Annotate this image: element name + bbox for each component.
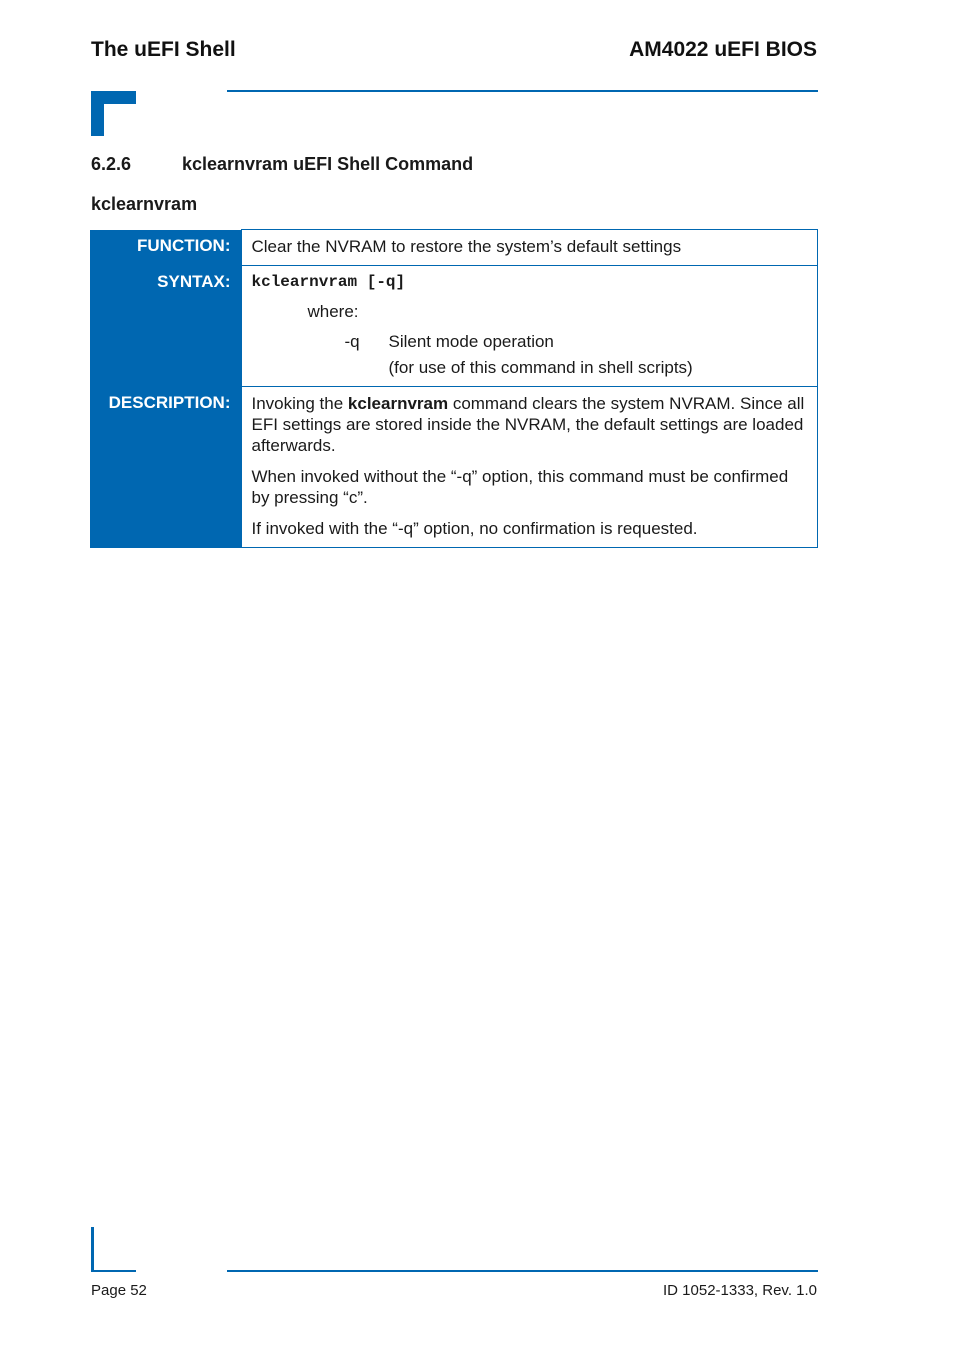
corner-mark-top-vertical: [91, 91, 104, 136]
option-note: (for use of this command in shell scripts): [388, 358, 693, 377]
header-document-title: AM4022 uEFI BIOS: [629, 38, 817, 61]
syntax-row: [90, 266, 818, 387]
command-table: [90, 229, 818, 548]
function-label: FUNCTION:: [90, 230, 241, 266]
header-rule: [227, 90, 818, 92]
syntax-where: where:: [307, 302, 359, 321]
syntax-command: kclearnvram [-q]: [251, 273, 406, 291]
function-text: Clear the NVRAM to restore the system’s default settings: [251, 237, 682, 256]
corner-mark-bottom: [91, 1227, 136, 1272]
option-flag: -q: [344, 332, 360, 351]
function-value: [241, 230, 818, 266]
description-value: [241, 387, 818, 548]
header-section-title: The uEFI Shell: [91, 38, 236, 61]
description-label: DESCRIPTION:: [90, 387, 241, 548]
command-subheading: kclearnvram: [91, 194, 198, 214]
option-description: Silent mode operation: [388, 332, 554, 351]
footer-page-number: Page 52: [91, 1282, 147, 1299]
description-row: [90, 387, 818, 548]
section-number: 6.2.6: [91, 154, 132, 174]
description-keyword: kclearnvram: [347, 394, 449, 413]
syntax-value: [241, 266, 818, 387]
corner-mark-top: [91, 91, 136, 136]
syntax-option: [252, 331, 808, 352]
function-row: [90, 230, 818, 266]
description-paragraph-3: If invoked with the “-q” option, no confirmation is requested.: [251, 519, 698, 538]
footer-document-id: ID 1052-1333, Rev. 1.0: [663, 1282, 817, 1299]
description-paragraph-1: [252, 393, 808, 456]
corner-mark-bottom-horizontal: [91, 1270, 136, 1272]
description-paragraph-2: When invoked without the “-q” option, this command must be confirmed by pressing “c”.: [251, 467, 789, 507]
footer-rule: [227, 1270, 818, 1272]
description-p1-before: Invoking the: [251, 394, 348, 413]
syntax-label: SYNTAX:: [90, 266, 241, 387]
corner-mark-bottom-vertical: [91, 1227, 94, 1272]
section-title: kclearnvram uEFI Shell Command: [182, 154, 474, 174]
description-p1-after: command clears the system NVRAM. Since all EFI settings are stored inside the NVRAM, the default settings are loaded afterwards.: [251, 394, 805, 455]
